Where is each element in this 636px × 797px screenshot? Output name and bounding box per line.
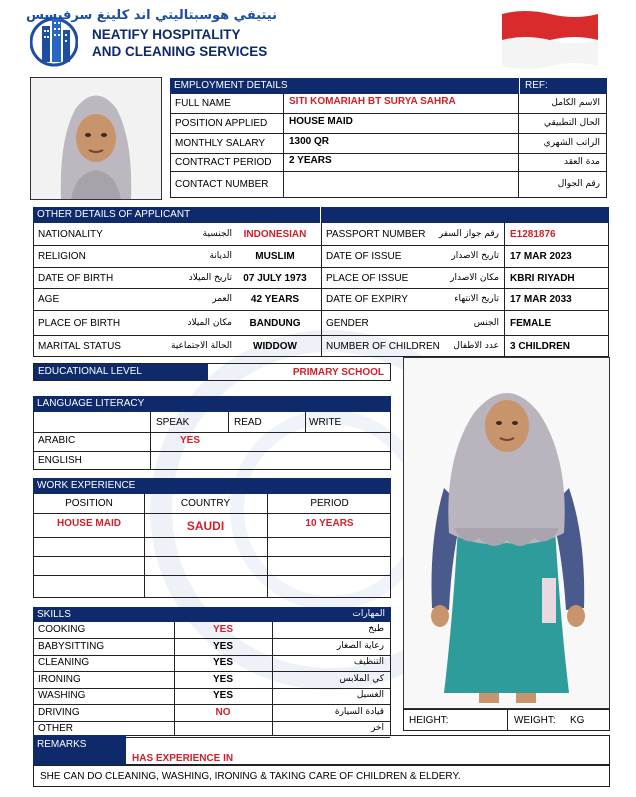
work-position: HOUSE MAID bbox=[57, 518, 121, 529]
other-value-left: 07 JULY 1973 bbox=[243, 272, 307, 284]
skill-value: YES bbox=[212, 690, 233, 701]
other-value-left: WIDDOW bbox=[253, 340, 297, 352]
applicant-full-photo bbox=[403, 357, 610, 709]
other-details-header bbox=[33, 207, 609, 223]
measurements-row bbox=[403, 709, 610, 731]
skill-value: YES bbox=[212, 673, 233, 685]
other-arabic-right: الجنس bbox=[473, 317, 499, 328]
remarks-text-cell bbox=[33, 765, 610, 787]
employment-row bbox=[170, 134, 607, 154]
remarks-headline-cell bbox=[126, 735, 610, 765]
company-name-line1: NEATIFY HOSPITALITY bbox=[92, 27, 241, 42]
employment-label: MONTHLY SALARY bbox=[175, 138, 266, 149]
employment-value: SITI KOMARIAH BT SURYA SAHRA bbox=[289, 96, 456, 107]
employment-arabic-label: الاسم الكامل bbox=[551, 98, 600, 108]
other-arabic-right: عدد الاطفال bbox=[453, 340, 499, 351]
other-arabic-right: مكان الاصدار bbox=[450, 272, 499, 283]
other-arabic-left: العمر bbox=[212, 294, 232, 304]
other-details-row bbox=[33, 289, 609, 311]
language-table bbox=[33, 412, 391, 470]
skill-label: COOKING bbox=[38, 624, 86, 635]
employment-label: CONTRACT PERIOD bbox=[175, 157, 272, 168]
language-name: ENGLISH bbox=[38, 455, 82, 466]
work-col-header: POSITION bbox=[65, 498, 113, 509]
other-label-right: PLACE OF ISSUE bbox=[326, 272, 409, 284]
other-value-right: KBRI RIYADH bbox=[510, 272, 575, 284]
other-arabic-right: تاريخ الاصدار bbox=[451, 251, 499, 261]
indonesia-flag bbox=[500, 8, 600, 70]
employment-label: POSITION APPLIED bbox=[175, 118, 268, 129]
education-value: PRIMARY SCHOOL bbox=[292, 367, 384, 378]
language-header bbox=[33, 396, 391, 412]
employment-row bbox=[170, 94, 607, 114]
employment-header-label: EMPLOYMENT DETAILS bbox=[174, 80, 288, 91]
other-arabic-left: تاريخ الميلاد bbox=[188, 272, 232, 283]
remarks-headline: HAS EXPERIENCE IN bbox=[132, 753, 234, 764]
other-value-left: INDONESIAN bbox=[243, 228, 307, 240]
other-arabic-left: الحالة الاجتماعية bbox=[171, 340, 232, 351]
work-table bbox=[33, 494, 391, 598]
other-label-right: DATE OF ISSUE bbox=[326, 251, 402, 262]
employment-arabic-label: الراتب الشهري bbox=[543, 138, 600, 148]
other-value-left: BANDUNG bbox=[249, 317, 301, 329]
other-details-row bbox=[33, 336, 609, 357]
ref-label: REF: bbox=[525, 80, 548, 91]
employment-value: 2 YEARS bbox=[289, 155, 332, 166]
employment-header bbox=[170, 78, 607, 94]
height-label: HEIGHT: bbox=[409, 715, 449, 726]
work-col-header: COUNTRY bbox=[180, 498, 231, 509]
language-speak-value: YES bbox=[180, 435, 201, 446]
other-label-left: AGE bbox=[38, 294, 60, 305]
skill-arabic-label: التنظيف bbox=[353, 657, 384, 667]
other-value-right: E1281876 bbox=[510, 228, 556, 240]
education-row bbox=[33, 363, 391, 381]
other-arabic-right: رقم جواز السفر bbox=[438, 228, 499, 239]
remarks-header bbox=[33, 735, 126, 765]
other-value-right: 17 MAR 2023 bbox=[510, 251, 572, 262]
skill-value: YES bbox=[212, 624, 233, 635]
work-period: 10 YEARS bbox=[305, 518, 354, 529]
employment-arabic-label: رقم الجوال bbox=[557, 179, 600, 189]
employment-row bbox=[170, 114, 607, 134]
language-col-header: WRITE bbox=[309, 417, 342, 428]
employment-arabic-label: الحال التطبيقي bbox=[543, 118, 600, 128]
weight-label: WEIGHT: bbox=[514, 715, 556, 726]
employment-row bbox=[170, 172, 607, 198]
other-details-row bbox=[33, 223, 609, 246]
other-label-left: MARITAL STATUS bbox=[38, 340, 121, 352]
language-header-label: LANGUAGE LITERACY bbox=[37, 398, 145, 409]
remarks-text: SHE CAN DO CLEANING, WASHING, IRONING & TAKING CARE OF CHILDREN & ELDERY. bbox=[40, 771, 461, 782]
language-col-header: READ bbox=[234, 417, 262, 428]
employment-label: FULL NAME bbox=[175, 98, 231, 109]
other-value-right: 17 MAR 2033 bbox=[510, 294, 572, 305]
other-label-left: NATIONALITY bbox=[38, 228, 103, 240]
skills-header-label: SKILLS bbox=[37, 609, 71, 620]
skill-label: BABYSITTING bbox=[38, 640, 105, 652]
education-label: EDUCATIONAL LEVEL bbox=[34, 364, 208, 380]
other-details-header-label: OTHER DETAILS OF APPLICANT bbox=[37, 209, 191, 220]
skill-value: YES bbox=[212, 640, 233, 652]
skill-arabic-label: طبخ bbox=[368, 624, 384, 634]
employment-row bbox=[170, 154, 607, 172]
language-name: ARABIC bbox=[38, 435, 76, 446]
other-label-left: PLACE OF BIRTH bbox=[38, 317, 121, 329]
work-header-label: WORK EXPERIENCE bbox=[37, 480, 136, 491]
skill-label: WASHING bbox=[38, 690, 86, 701]
applicant-portrait bbox=[30, 77, 162, 200]
work-header bbox=[33, 478, 391, 494]
language-col-header: SPEAK bbox=[156, 417, 190, 428]
skill-arabic-label: الغسيل bbox=[356, 690, 384, 700]
company-name-arabic: نيتيفي هوسبتاليتي اند كلينغ سرفيسس bbox=[25, 8, 277, 23]
skill-arabic-label: كي الملابس bbox=[339, 673, 384, 684]
skill-value: YES bbox=[212, 657, 233, 668]
employment-arabic-label: مدة العقد bbox=[564, 157, 600, 167]
skills-table bbox=[33, 622, 391, 735]
skill-arabic-label: رعاية الصغار bbox=[336, 640, 384, 651]
company-name-line2: AND CLEANING SERVICES bbox=[92, 44, 268, 59]
other-label-right: NUMBER OF CHILDREN bbox=[326, 340, 440, 352]
other-label-right: GENDER bbox=[326, 317, 369, 329]
skill-label: IRONING bbox=[38, 673, 81, 685]
skill-value: NO bbox=[215, 706, 231, 718]
remarks-label: REMARKS bbox=[37, 739, 87, 750]
other-details-row bbox=[33, 311, 609, 336]
other-arabic-left: مكان الميلاد bbox=[187, 317, 232, 328]
skill-label: CLEANING bbox=[38, 657, 90, 668]
other-arabic-right: تاريخ الانتهاء bbox=[454, 294, 499, 304]
work-col-header: PERIOD bbox=[310, 498, 349, 509]
work-country: SAUDI bbox=[186, 519, 225, 533]
other-value-right: 3 CHILDREN bbox=[510, 340, 571, 352]
other-value-right: FEMALE bbox=[510, 317, 552, 329]
skills-header-arabic: المهارات bbox=[352, 609, 385, 619]
other-arabic-left: الجنسية bbox=[202, 228, 232, 239]
skill-label: OTHER bbox=[38, 723, 73, 734]
employment-value: HOUSE MAID bbox=[289, 116, 353, 127]
skills-header bbox=[33, 607, 391, 622]
other-label-right: DATE OF EXPIRY bbox=[326, 294, 408, 305]
other-details-row bbox=[33, 268, 609, 289]
other-label-left: DATE OF BIRTH bbox=[38, 272, 114, 284]
weight-unit: KG bbox=[570, 715, 585, 726]
other-arabic-left: الديانة bbox=[209, 251, 232, 261]
other-label-left: RELIGION bbox=[38, 251, 86, 262]
skill-arabic-label: قيادة السيارة bbox=[334, 706, 384, 717]
other-details-row bbox=[33, 246, 609, 268]
other-label-right: PASSPORT NUMBER bbox=[326, 228, 426, 240]
skill-label: DRIVING bbox=[38, 706, 80, 718]
skill-arabic-label: اخر bbox=[370, 723, 384, 733]
other-value-left: MUSLIM bbox=[255, 251, 295, 262]
employment-value: 1300 QR bbox=[289, 136, 330, 147]
other-value-left: 42 YEARS bbox=[250, 294, 300, 305]
employment-label: CONTACT NUMBER bbox=[175, 179, 269, 190]
